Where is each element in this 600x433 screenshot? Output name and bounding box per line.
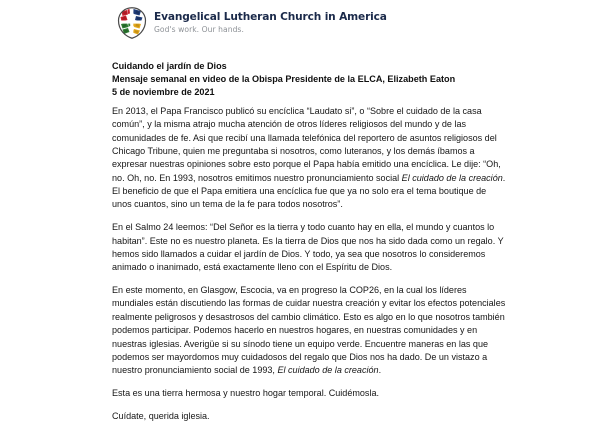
paragraph-3 [112,284,506,377]
elca-cross-shield-icon [117,7,147,39]
brand-block [154,12,387,33]
paragraph-1-text-b: . El beneficio de que el Papa emitiera una encíclica fue que ya no solo era el tema boutique de unos cuantos, sino un tema de la fe para todos nosotros”. [112,172,506,210]
paragraph-3-text-b: . [378,365,382,376]
brand-name: Evangelical Lutheran Church in America [154,11,387,24]
document-body [112,105,506,433]
paragraph-5-closing: Cuídate, querida iglesia. [112,410,210,421]
paragraph-2: En el Salmo 24 leemos: “Del Señor es la tierra y todo cuanto hay en ella, el mundo y cuantos lo habitan”. Este no es nuestro planeta. Es la tierra de Dios que nos ha sido dada como un regalo. Y hemos sido llamados a cuidar el jardín de Dios. Y todo, ya sea que nosotros lo consideremos animado o inanimado, está exactamente lleno con el Espíritu de Dios. [112,222,504,273]
brand-tagline: God's work. Our hands. [154,25,244,34]
page-date: 5 de noviembre de 2021 [112,87,215,98]
page-subtitle: Mensaje semanal en video de la Obispa Presidente de la ELCA, Elizabeth Eaton [112,74,456,85]
paragraph-1-text-a: En 2013, el Papa Francisco publicó su encíclica “Laudato si”, o “Sobre el cuidado de la casa común”, y la misma atrajo mucha atención de otros líderes religiosos del mundo y de las comunidades de fe. Asi que recibí una llamada telefónica del reportero de asuntos religiosos del Chicago Tribune, quien me preguntaba si nosotros, como luteranos, y los demás íbamos a expresar nuestras opiniones sobre esto porque el Papa había emitido una encíclica. Le dije: “Oh, no. Oh, no. En 1993, nosotros emitimos nuestro pronunciamiento social [112,106,501,183]
document-title-block [112,60,512,100]
pronouncement-title-italic-1: El cuidado de la creación [401,172,503,183]
pronouncement-title-italic-2: El cuidado de la creación [277,365,379,376]
paragraph-3-text-a: En este momento, en Glasgow, Escocia, va en progreso la COP26, en la cual los líderes mundiales están discutiendo las formas de cuidar nuestra creación y evitar los efectos potenciales realmente peligrosos y desastrosos del cambio climático. Esto es algo en lo que nosotros también podemos participar. Podemos hacerlo en nuestros hogares, en nuestras comunidades y en nuestras iglesias. Averigüe si su sínodo tiene un equipo verde. Encuentre maneras en las que podemos ser mayordomos muy cuidadosos del regalo que Dios nos ha dado. De un vistazo a nuestro pronunciamiento social de 1993, [112,285,506,376]
page-title: Cuidando el jardín de Dios [112,61,227,71]
paragraph-1 [112,105,506,212]
masthead [117,7,387,39]
paragraph-4: Esta es una tierra hermosa y nuestro hogar temporal. Cuidémosla. [112,388,380,399]
